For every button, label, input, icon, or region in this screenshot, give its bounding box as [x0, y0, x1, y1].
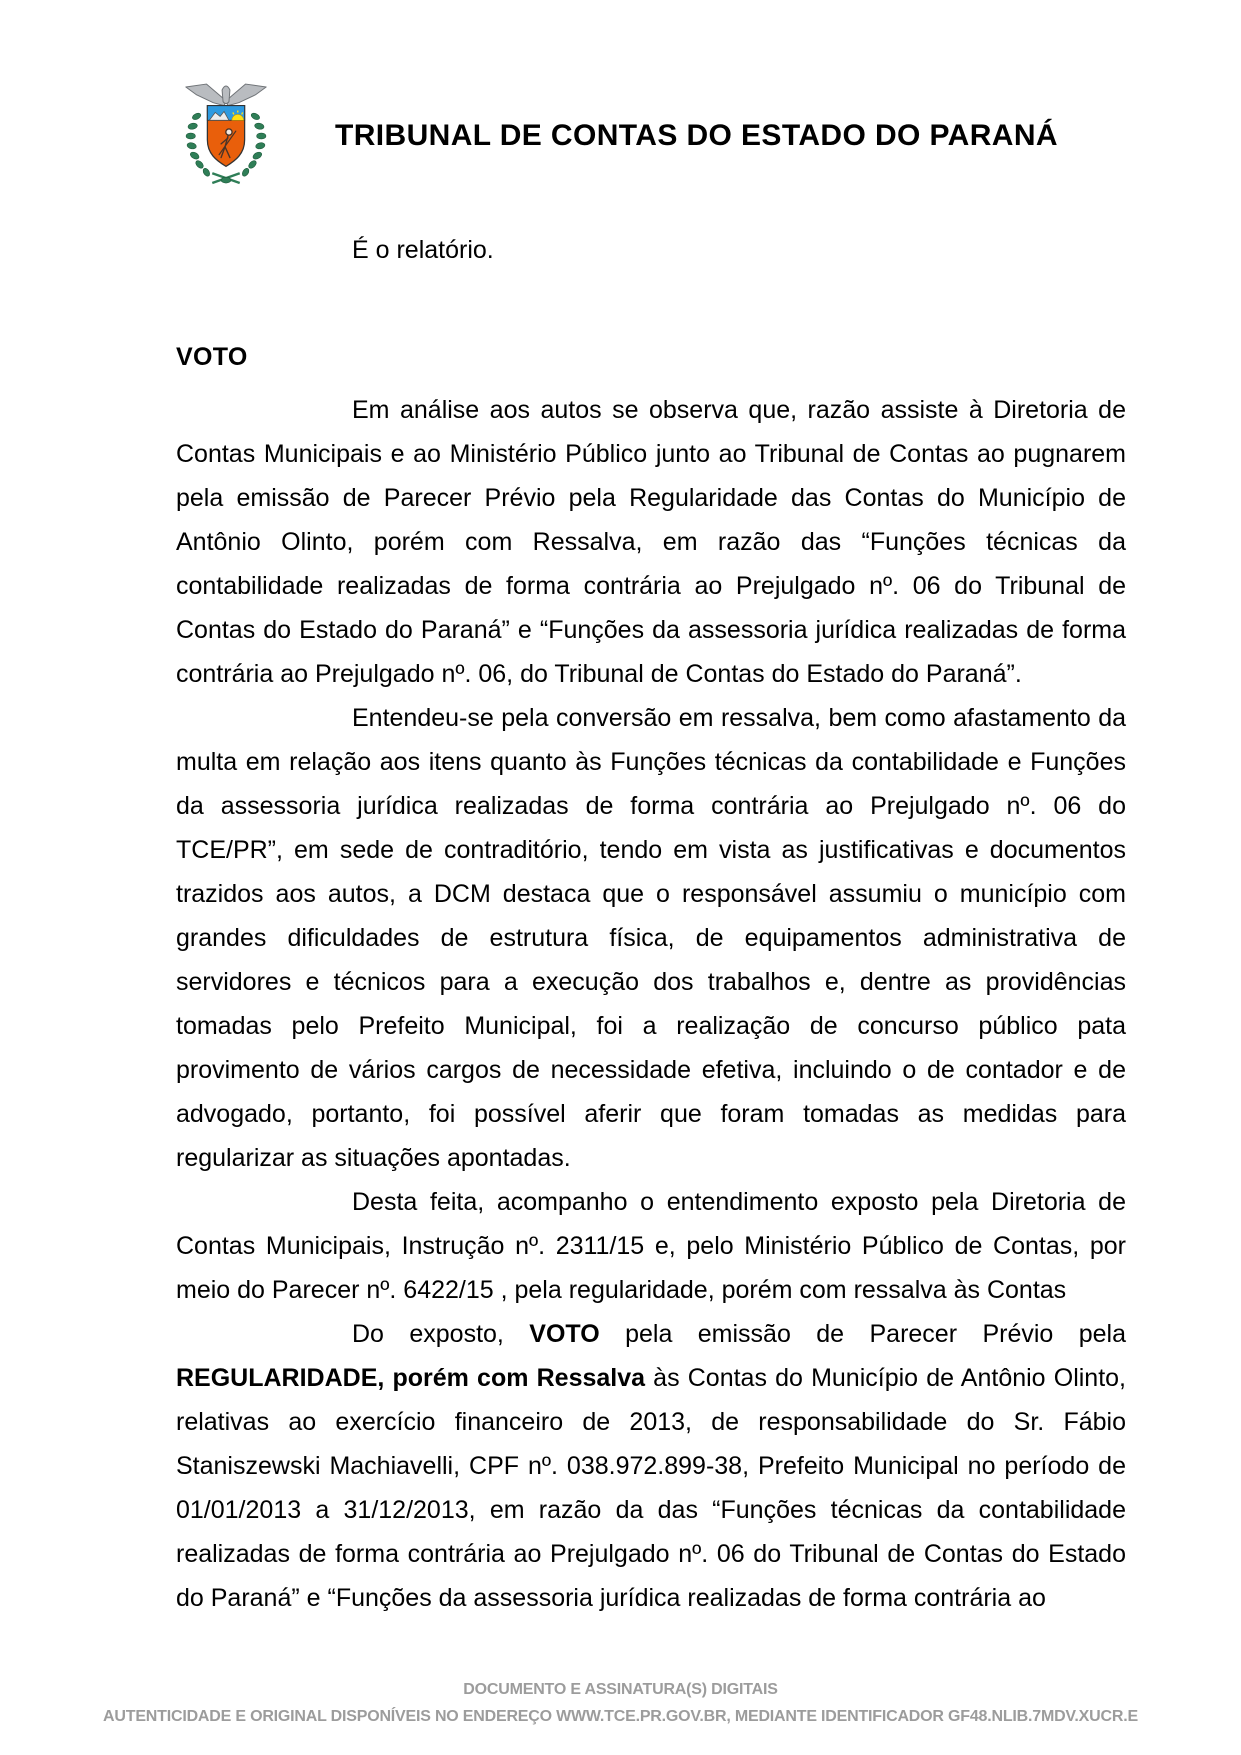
- paragraph-run: Em análise aos autos se observa que, razão assiste à Diretoria de Contas Municipais e ao Ministério Público junto ao Tribunal de Contas ao pugnarem pela emissão de Parecer Prévio pela Regularidade das Contas do Município de Antônio Olinto, porém com Ressalva, em razão das “Funções técnicas da contabilidade realizadas de forma contrária ao Prejulgado nº. 06 do Tribunal de Contas do Estado do Paraná” e “Funções da assessoria jurídica realizadas de forma contrária ao Prejulgado nº. 06, do Tribunal de Contas do Estado do Paraná”.: [176, 396, 1126, 688]
- vote-text-block: [176, 388, 1126, 1620]
- section-heading-voto: VOTO: [176, 343, 248, 371]
- paragraph-run: Entendeu-se pela conversão em ressalva, bem como afastamento da multa em relação aos itens quanto às Funções técnicas da contabilidade e Funções da assessoria jurídica realizadas de forma contrária ao Prejulgado nº. 06 do TCE/PR”, em sede de contraditório, tendo em vista as justificativas e documentos trazidos aos autos, a DCM destaca que o responsável assumiu o município com grandes dificuldades de estrutura física, de equipamentos administrativa de servidores e técnicos para a execução dos trabalhos e, dentre as providências tomadas pelo Prefeito Municipal, foi a realização de concurso público pata provimento de vários cargos de necessidade efetiva, incluindo o de contador e de advogado, portanto, foi possível aferir que foram tomadas as medidas para regularizar as situações apontadas.: [176, 704, 1126, 1172]
- paragraph-run: às Contas do Município de Antônio Olinto, relativas ao exercício financeiro de 2013, de responsabilidade do Sr. Fábio Staniszewski Machiavelli, CPF nº. 038.972.899-38, Prefeito Municipal no período de 01/01/2013 a 31/12/2013, em razão da das “Funções técnicas da contabilidade realizadas de forma contrária ao Prejulgado nº. 06 do Tribunal de Contas do Estado do Paraná” e “Funções da assessoria jurídica realizadas de forma contrária ao: [176, 1364, 1126, 1612]
- paragraph-run: Desta feita, acompanho o entendimento exposto pela Diretoria de Contas Municipais, Instrução nº. 2311/15 e, pelo Ministério Público de Contas, por meio do Parecer nº. 6422/15 , pela regularidade, porém com ressalva às Contas: [176, 1188, 1126, 1304]
- footer-line-1: DOCUMENTO E ASSINATURA(S) DIGITAIS: [463, 1681, 778, 1698]
- paragraph-bold-run: VOTO: [529, 1320, 600, 1348]
- document-body: [176, 228, 1126, 1620]
- paragraph-bold-run: REGULARIDADE, porém com Ressalva: [176, 1364, 646, 1392]
- paragraph-run: Do exposto,: [352, 1320, 530, 1348]
- paragraph-4: [176, 1312, 1126, 1620]
- report-closing-line: É o relatório.: [352, 236, 494, 264]
- paragraph-3: [176, 1180, 1126, 1312]
- footer-line-2: AUTENTICIDADE E ORIGINAL DISPONÍVEIS NO ENDEREÇO WWW.TCE.PR.GOV.BR, MEDIANTE IDENTIFICADOR GF48.NLIB.7MDV.XUCR.E: [103, 1708, 1138, 1725]
- paragraph-run: pela emissão de Parecer Prévio pela: [599, 1320, 1126, 1348]
- footer: [0, 1676, 1241, 1730]
- coat-of-arms-icon: [177, 78, 275, 194]
- page-title: TRIBUNAL DE CONTAS DO ESTADO DO PARANÁ: [335, 119, 1058, 152]
- header: [177, 78, 1058, 194]
- paragraph-1: [176, 388, 1126, 696]
- paragraph-2: [176, 696, 1126, 1180]
- parana-coat-of-arms-logo: [177, 78, 275, 194]
